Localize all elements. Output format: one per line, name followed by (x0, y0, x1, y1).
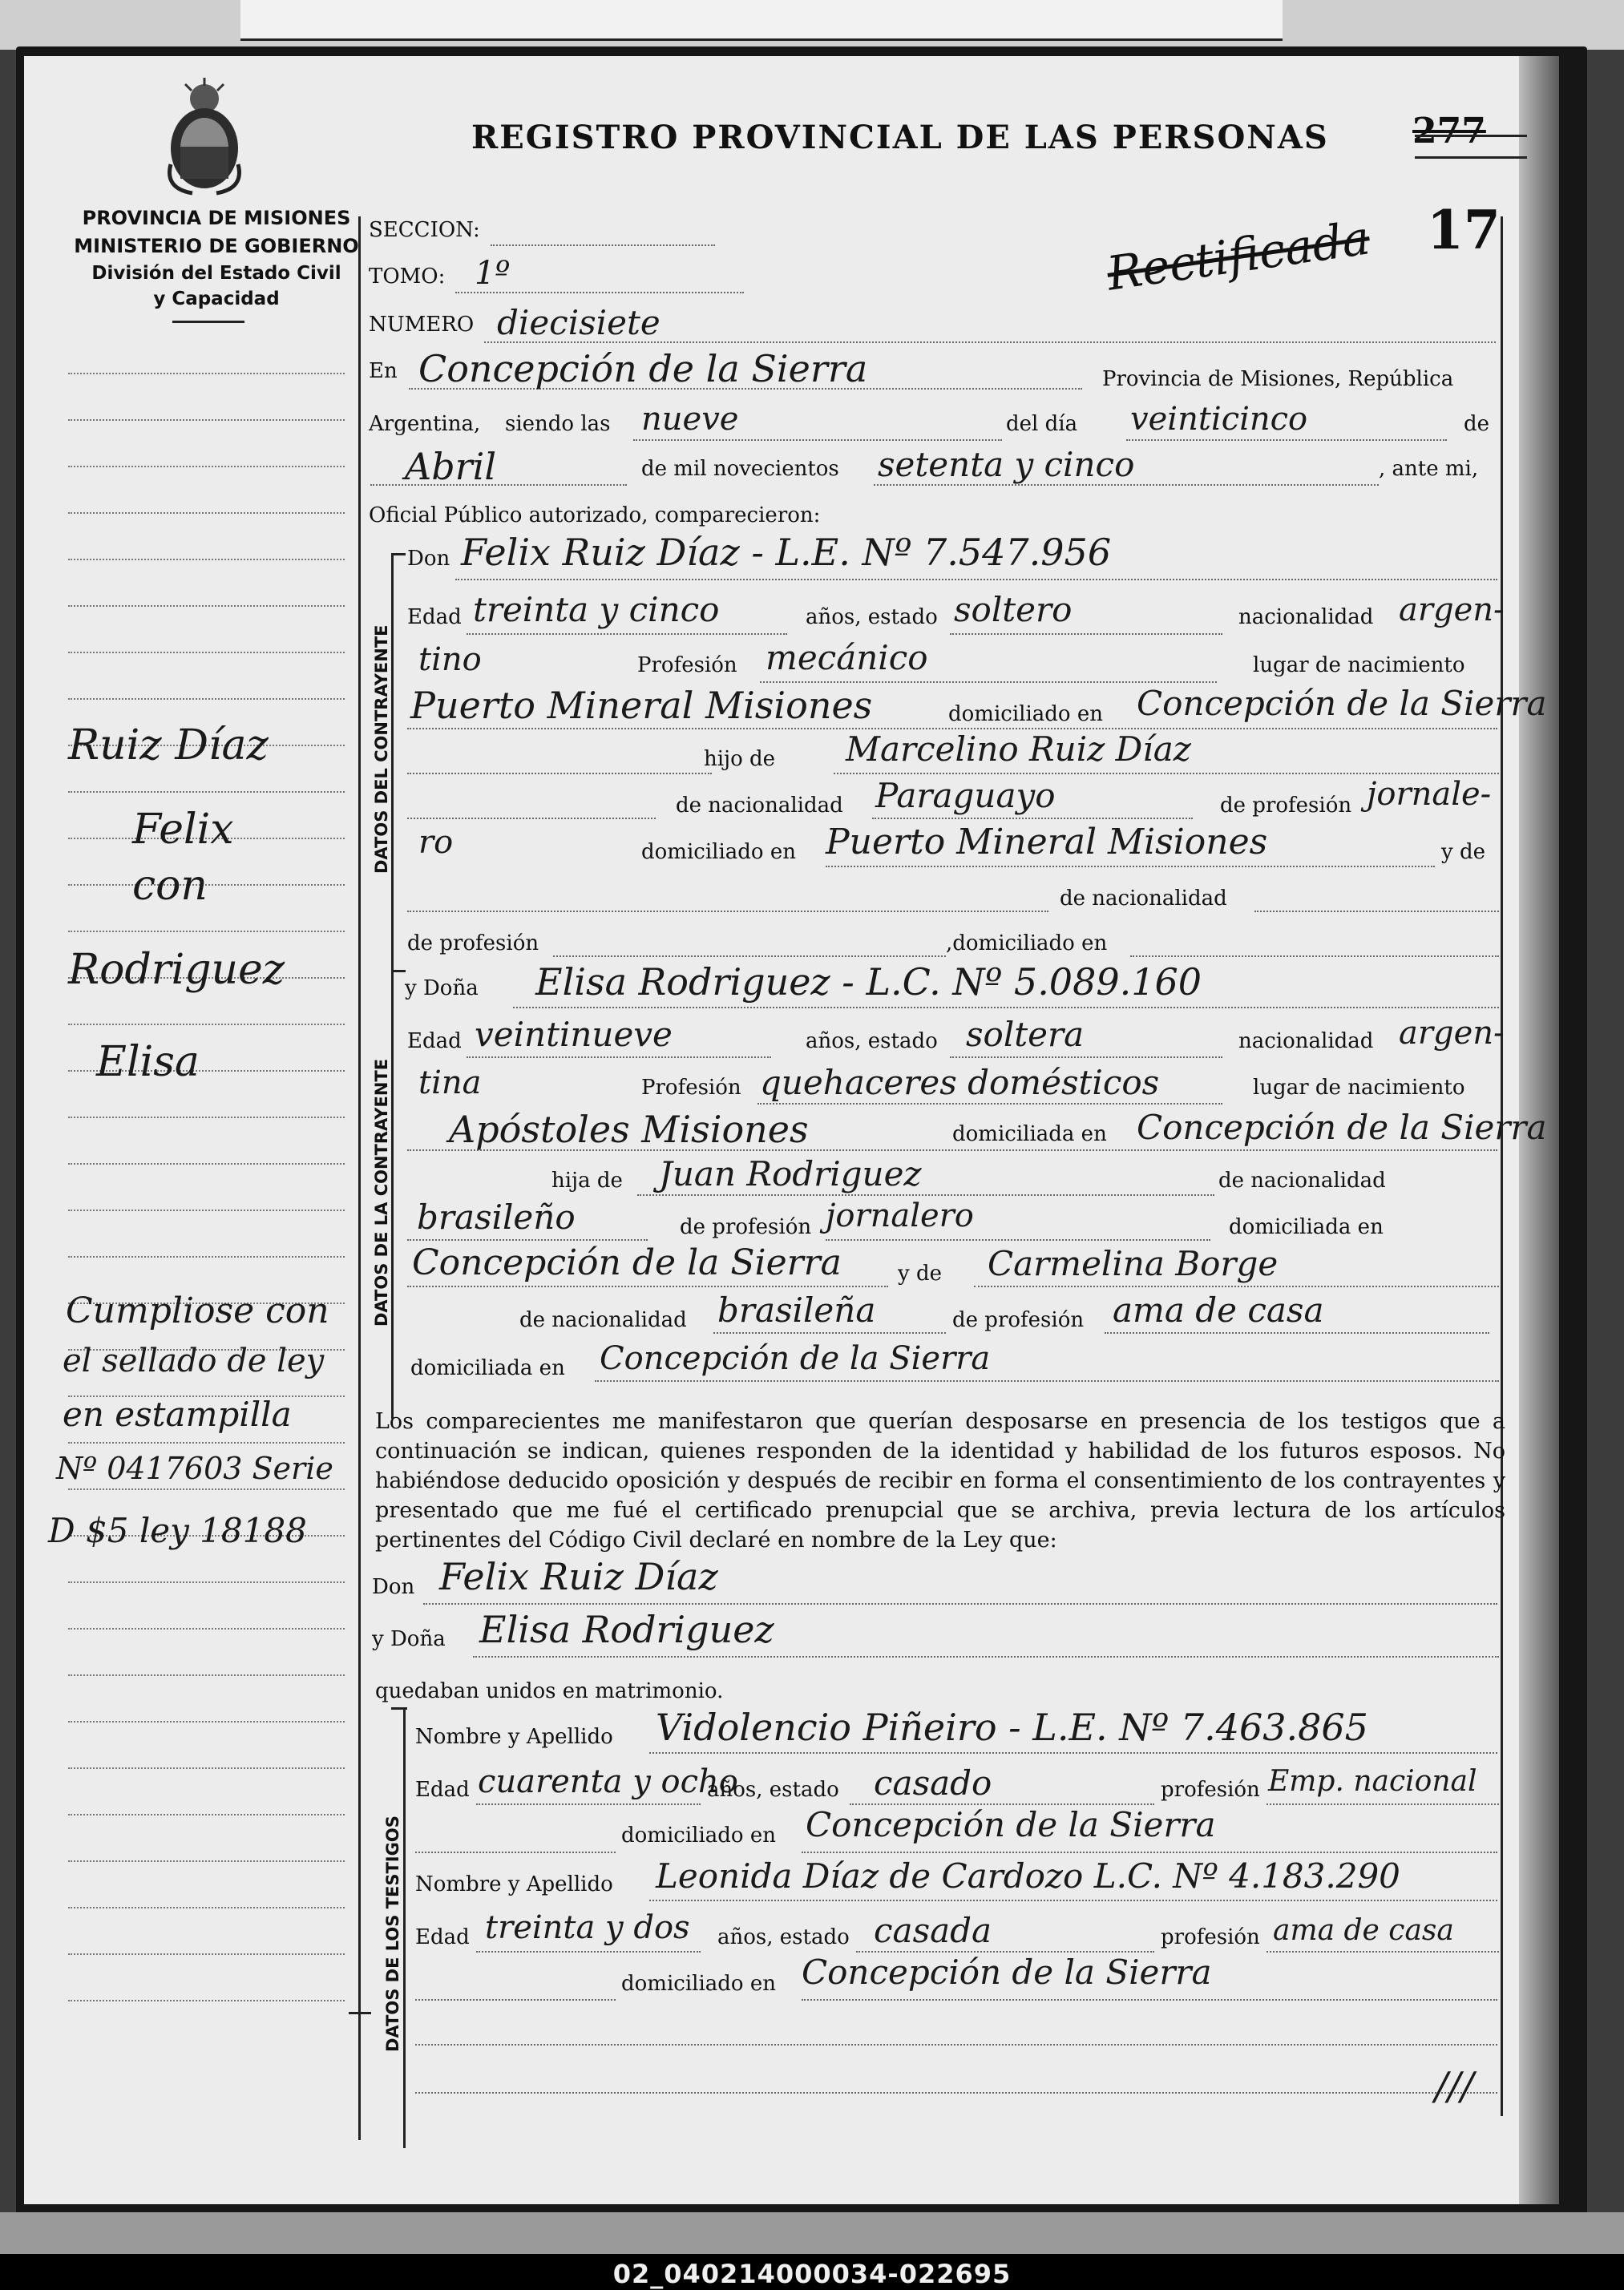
margin-dotted-line (68, 931, 345, 932)
bride-domiciliada-label-2: domiciliada en (1229, 1215, 1384, 1239)
margin-dotted-line (68, 1163, 345, 1165)
groom-age: treinta y cinco (473, 590, 720, 629)
groom-birthplace: Puerto Mineral Misiones (410, 684, 873, 727)
margin-dotted-line (68, 1581, 345, 1583)
bride-nac-label: nacionalidad (1238, 1029, 1374, 1053)
year-value: setenta y cinco (878, 445, 1135, 484)
numero-value: diecisiete (497, 303, 661, 342)
leaf-number: 17 (1427, 199, 1501, 261)
de-label: de (1464, 412, 1490, 436)
day-value: veinticinco (1130, 401, 1308, 438)
w1-nombre-label: Nombre y Apellido (415, 1725, 613, 1749)
groom-father-profession-a: jornale- (1367, 776, 1492, 813)
groom-father-nat-line (872, 818, 1193, 819)
w2-profession: ama de casa (1273, 1914, 1454, 1947)
margin-dotted-line (68, 1256, 345, 1258)
struck-register-number: 277 (1412, 111, 1486, 151)
w2-edad-label: Edad (415, 1925, 470, 1949)
bride-de-prof-label: de profesión (680, 1215, 812, 1239)
bride-de-nac-label: de nacionalidad (1218, 1169, 1386, 1193)
w1-age: cuarenta y ocho (478, 1763, 738, 1800)
bride-anos-label: años, estado (806, 1029, 938, 1053)
w1-name-line (649, 1752, 1497, 1754)
bride-father-nationality: brasileño (417, 1198, 576, 1237)
bride-profession: quehaceres domésticos (760, 1063, 1160, 1102)
bride-y-de-label: y de (898, 1262, 942, 1286)
groom-nac-label: nacionalidad (1238, 605, 1374, 629)
hour-line (633, 439, 1002, 441)
del-dia-label: del día (1006, 412, 1078, 436)
groom-blank-line-1 (407, 773, 712, 774)
bride-birthplace: Apóstoles Misiones (449, 1108, 809, 1151)
bride-age: veintinueve (475, 1015, 673, 1054)
margin-dotted-line (68, 1024, 345, 1025)
hour-value: nueve (641, 401, 739, 438)
year-line (874, 484, 1379, 486)
argentina-label: Argentina, (369, 412, 481, 436)
w2-blank-line (415, 1999, 616, 2001)
groom-lugar-label: lugar de nacimiento (1253, 653, 1465, 677)
groom-name-line (455, 579, 1497, 580)
bride-father-profession: jornalero (826, 1198, 974, 1234)
witness-blank-line-1 (415, 2044, 1497, 2046)
bride-name-line (513, 1007, 1499, 1008)
dona-label: y Doña (405, 976, 479, 1000)
margin-dotted-line (68, 512, 345, 514)
groom-father-profession-b: ro (418, 824, 454, 861)
groom-bracket-top (391, 553, 406, 555)
groom-section-label: DATOS DEL CONTRAYENTE (372, 624, 391, 874)
w1-profession-line (1266, 1803, 1499, 1805)
bride-hija-label: hija de (551, 1169, 623, 1193)
declaration-paragraph: Los comparecientes me manifestaron que querían desposarse en presencia de los testigos que a continuación se indican, quienes responden de la identidad y habilidad de los futuros esposos. No habiéndose deducido oposición y después de recibir en forma el consentimiento de los contrayentes y presentado que me fué el certificado prenupcial que se archiva, previa lectura de los artículos pertinentes del Código Civil declaré en nombre de la Ley que: (375, 1409, 1505, 1553)
register-title: REGISTRO PROVINCIAL DE LAS PERSONAS (471, 119, 1329, 156)
margin-dotted-line (68, 466, 345, 467)
stamp-note-line-4: Nº 0417603 Serie (56, 1451, 333, 1486)
groom-nationality-b: tino (418, 641, 482, 678)
bride-de-nac-label-2: de nacionalidad (519, 1308, 687, 1332)
tomo-label: TOMO: (369, 265, 446, 289)
margin-name-bride: Elisa (96, 1038, 200, 1086)
groom-father-domiciliado-label: domiciliado en (641, 840, 796, 864)
decl-bride-name: Elisa Rodriguez (479, 1608, 774, 1651)
don-label: Don (407, 547, 450, 571)
bride-domiciliada-label: domiciliada en (952, 1122, 1107, 1146)
stamp-note-line-3: en estampilla (63, 1395, 292, 1434)
bride-edad-label: Edad (407, 1029, 462, 1053)
w1-state: casado (874, 1763, 992, 1803)
w1-edad-label: Edad (415, 1778, 470, 1802)
witness-blank-line-2 (415, 2092, 1497, 2094)
w1-domiciliado-label: domiciliado en (621, 1824, 776, 1848)
margin-dotted-line (68, 605, 345, 607)
bride-father-line (637, 1194, 1214, 1196)
bride-domicile: Concepción de la Sierra (1137, 1108, 1547, 1147)
decl-don-label: Don (372, 1575, 415, 1599)
capacity-heading: y Capacidad (153, 289, 280, 309)
margin-dotted-line (68, 1721, 345, 1723)
bride-mother-line (974, 1286, 1499, 1287)
bride-mother: Carmelina Borge (988, 1244, 1279, 1283)
coat-of-arms-seal (156, 76, 252, 196)
groom-father-nationality: Paraguayo (875, 776, 1056, 815)
w2-age: treinta y dos (485, 1909, 690, 1946)
groom-profesion-label: Profesión (637, 653, 737, 677)
bride-nationality-a: argen- (1399, 1015, 1505, 1052)
bride-father-domicile: Concepción de la Sierra (412, 1242, 842, 1283)
bride-mother-prof-line (1105, 1332, 1489, 1334)
w2-anos-label: años, estado (717, 1925, 850, 1949)
ministry-heading: MINISTERIO DE GOBIERNO (74, 235, 359, 257)
form-right-border (1501, 216, 1503, 2116)
margin-dotted-line (68, 1907, 345, 1908)
groom-mother-prof-line (553, 955, 946, 957)
margin-dotted-line (68, 1814, 345, 1815)
witness-section-bracket (403, 1707, 406, 2148)
mil-novecientos-label: de mil novecientos (641, 457, 839, 481)
margin-dotted-line (68, 1117, 345, 1118)
w2-name: Leonida Díaz de Cardozo L.C. Nº 4.183.290 (656, 1856, 1400, 1896)
groom-profession: mecánico (766, 638, 928, 677)
w2-state: casada (874, 1911, 992, 1950)
seccion-field (491, 244, 715, 246)
w2-domiciliado-label: domiciliado en (621, 1972, 776, 1996)
w2-age-line (476, 1951, 701, 1953)
ante-mi-label: , ante mi, (1379, 457, 1479, 481)
groom-name: Felix Ruiz Díaz - L.E. Nº 7.547.956 (461, 531, 1112, 574)
margin-dotted-line (68, 1953, 345, 1955)
province-heading: PROVINCIA DE MISIONES (82, 207, 351, 229)
margin-name-groom: Felix (132, 806, 234, 854)
margin-dotted-line (68, 373, 345, 374)
w1-anos-label: años, estado (707, 1778, 839, 1802)
w1-profession: Emp. nacional (1268, 1765, 1477, 1798)
groom-nationality-a: argen- (1399, 592, 1505, 628)
bride-father-dom-line (407, 1286, 888, 1287)
bride-nationality-b: tina (418, 1064, 482, 1101)
bride-mother-domicile: Concepción de la Sierra (600, 1340, 991, 1377)
bride-father-prof-line (826, 1239, 1210, 1241)
margin-dotted-line (68, 1860, 345, 1862)
groom-father: Marcelino Ruiz Díaz (846, 729, 1191, 769)
w1-age-line (476, 1803, 701, 1805)
groom-father-line (834, 773, 1499, 774)
closing-marks: /// (1435, 2064, 1474, 2109)
bride-father: Juan Rodriguez (659, 1154, 922, 1193)
witness-bracket-top (391, 1707, 407, 1710)
heading-rule (172, 321, 244, 323)
stamp-note-line-1: Cumpliose con (66, 1290, 329, 1331)
margin-dotted-line (68, 2000, 345, 2001)
margin-divider (358, 216, 361, 2140)
decl-dona-label: y Doña (372, 1627, 446, 1651)
bride-bracket-top (391, 970, 406, 972)
groom-de-nac-label: de nacionalidad (676, 794, 843, 818)
bride-age-line (467, 1056, 771, 1058)
groom-father-domicile: Puerto Mineral Misiones (826, 822, 1268, 862)
previous-page-edge (240, 0, 1283, 41)
margin-dotted-line (68, 1767, 345, 1769)
margin-surname-bride: Rodriguez (68, 946, 285, 994)
margin-tick (349, 2012, 371, 2014)
tomo-value: 1º (475, 255, 511, 292)
oficial-label: Oficial Público autorizado, comparecieron: (369, 503, 821, 527)
groom-de-prof-label: de profesión (1220, 794, 1352, 818)
w1-profesion-label: profesión (1161, 1778, 1260, 1802)
month-value: Abril (405, 445, 497, 488)
groom-mother-dom-line (1130, 955, 1499, 957)
margin-dotted-line (68, 698, 345, 700)
decl-closing: quedaban unidos en matrimonio. (375, 1679, 724, 1703)
margin-dotted-line (68, 1210, 345, 1211)
groom-edad-label: Edad (407, 605, 462, 629)
margin-dotted-line (68, 791, 345, 793)
margin-dotted-line (68, 419, 345, 421)
bride-domiciliada-label-3: domiciliada en (410, 1356, 565, 1380)
groom-mother-line (407, 911, 1048, 912)
place-value: Concepción de la Sierra (418, 347, 868, 390)
groom-de-prof-label-2: de profesión (407, 931, 539, 955)
groom-state: soltero (954, 590, 1073, 629)
margin-dotted-line (68, 1442, 345, 1444)
bride-profesion-label: Profesión (641, 1076, 741, 1100)
w1-domicile-line (802, 1852, 1497, 1853)
w1-name: Vidolencio Piñeiro - L.E. Nº 7.463.865 (656, 1706, 1368, 1749)
strike-rule (1415, 135, 1527, 159)
stamp-note-line-2: el sellado de ley (63, 1343, 325, 1379)
seccion-label: SECCION: (369, 218, 480, 242)
groom-profession-line (760, 681, 1217, 683)
bride-section-label: DATOS DE LA CONTRAYENTE (372, 1058, 391, 1327)
margin-dotted-line (68, 1628, 345, 1630)
bride-profession-line (757, 1103, 1222, 1105)
groom-domiciliado-label: domiciliado en (948, 702, 1103, 726)
groom-state-line (950, 633, 1222, 635)
w2-profession-line (1266, 1951, 1499, 1953)
stamp-note-line-5: D $5 ley 18188 (48, 1511, 307, 1550)
groom-mother-nat-line (1254, 911, 1499, 912)
bride-mother-nationality: brasileña (717, 1290, 876, 1330)
w2-domicile-line (802, 1999, 1497, 2001)
groom-de-nac-label-2: de nacionalidad (1060, 887, 1227, 911)
en-label: En (369, 359, 398, 383)
w1-domicile: Concepción de la Sierra (806, 1805, 1216, 1844)
tomo-line (455, 292, 744, 293)
margin-surname-groom: Ruiz Díaz (68, 721, 269, 769)
bride-mother-profession: ama de casa (1113, 1290, 1324, 1330)
bride-mother-nat-line (713, 1332, 946, 1334)
groom-y-de-label: y de (1441, 840, 1485, 864)
province-country-text: Provincia de Misiones, República (1102, 367, 1454, 391)
groom-blank-line-2 (407, 818, 656, 819)
bride-section-bracket (391, 970, 394, 1387)
w2-name-line (649, 1900, 1497, 1901)
w1-blank-line (415, 1852, 616, 1853)
bride-de-prof-label-2: de profesión (952, 1308, 1085, 1332)
groom-domicile: Concepción de la Sierra (1137, 684, 1547, 723)
bride-state: soltera (966, 1015, 1085, 1054)
bride-lugar-label: lugar de nacimiento (1253, 1076, 1465, 1100)
decl-groom-line (423, 1603, 1497, 1605)
decl-bride-line (473, 1656, 1499, 1658)
siendo-label: siendo las (505, 412, 611, 436)
rectified-annotation: Rectificada (1103, 210, 1373, 301)
division-heading: División del Estado Civil (91, 263, 341, 284)
margin-dotted-line (68, 1488, 345, 1490)
witness-section-label: DATOS DE LOS TESTIGOS (383, 1815, 402, 2052)
decl-groom-name: Felix Ruiz Díaz (439, 1555, 718, 1598)
margin-con: con (132, 862, 208, 910)
bride-father-nat-line (407, 1239, 648, 1241)
bride-state-line (950, 1056, 1222, 1058)
groom-age-line (467, 633, 787, 635)
groom-father-dom-line (826, 866, 1435, 867)
day-line (1126, 439, 1447, 441)
margin-dotted-line (68, 559, 345, 560)
numero-label: NUMERO (369, 313, 475, 337)
margin-dotted-line (68, 652, 345, 653)
groom-domiciliado-label-2: ,domiciliado en (946, 931, 1108, 955)
margin-dotted-line (68, 1674, 345, 1676)
bride-name: Elisa Rodriguez - L.C. Nº 5.089.160 (535, 960, 1202, 1004)
groom-hijo-label: hijo de (704, 747, 776, 771)
w2-nombre-label: Nombre y Apellido (415, 1872, 613, 1896)
groom-anos-label: años, estado (806, 605, 938, 629)
bride-mother-dom-line (595, 1380, 1499, 1382)
w2-profesion-label: profesión (1161, 1925, 1260, 1949)
w2-domicile: Concepción de la Sierra (802, 1953, 1212, 1992)
file-identifier: 02_040214000034-022695 (612, 2259, 1012, 2289)
